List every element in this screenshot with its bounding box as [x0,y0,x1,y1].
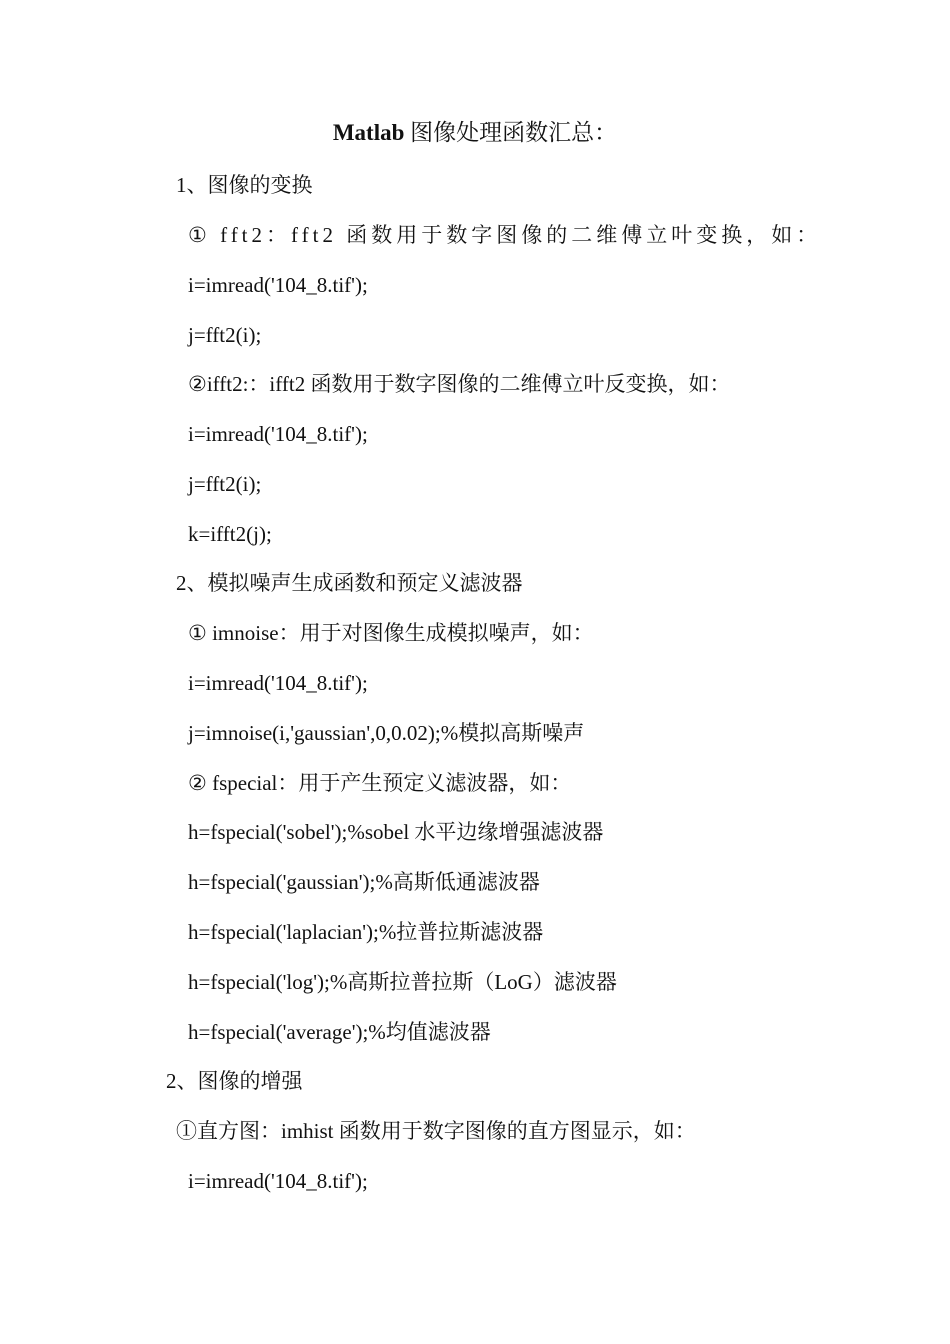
code-line: h=fspecial('log');%高斯拉普拉斯（LoG）滤波器 [188,970,617,994]
code-line: i=imread('104_8.tif'); [188,422,368,446]
section-heading-noise: 2、模拟噪声生成函数和预定义滤波器 [176,571,523,595]
code-line: i=imread('104_8.tif'); [188,1169,368,1193]
section-heading-enhance: 2、图像的增强 [166,1069,303,1093]
code-line: k=ifft2(j); [188,522,272,546]
item-imnoise: ① imnoise：用于对图像生成模拟噪声，如： [188,621,594,645]
code-line: i=imread('104_8.tif'); [188,273,368,297]
code-line: i=imread('104_8.tif'); [188,671,368,695]
item-ifft2: ②ifft2:：ifft2 函数用于数字图像的二维傅立叶反变换，如： [188,372,731,396]
item-imhist: ①直方图：imhist 函数用于数字图像的直方图显示，如： [176,1119,696,1143]
code-line: j=imnoise(i,'gaussian',0,0.02);%模拟高斯噪声 [188,721,585,745]
code-line: j=fft2(i); [188,472,262,496]
page-title [0,117,950,149]
item-fft2: ① fft2：fft2 函数用于数字图像的二维傅立叶变换，如： [188,223,822,247]
section-heading-transform: 1、图像的变换 [176,173,313,197]
code-line: h=fspecial('laplacian');%拉普拉斯滤波器 [188,920,544,944]
code-line: j=fft2(i); [188,323,262,347]
title-rest: 图像处理函数汇总： [404,120,618,145]
item-fspecial: ② fspecial：用于产生预定义滤波器，如： [188,771,572,795]
code-line: h=fspecial('sobel');%sobel 水平边缘增强滤波器 [188,820,604,844]
code-line: h=fspecial('gaussian');%高斯低通滤波器 [188,870,540,894]
code-line: h=fspecial('average');%均值滤波器 [188,1020,491,1044]
title-bold: Matlab [332,120,405,145]
